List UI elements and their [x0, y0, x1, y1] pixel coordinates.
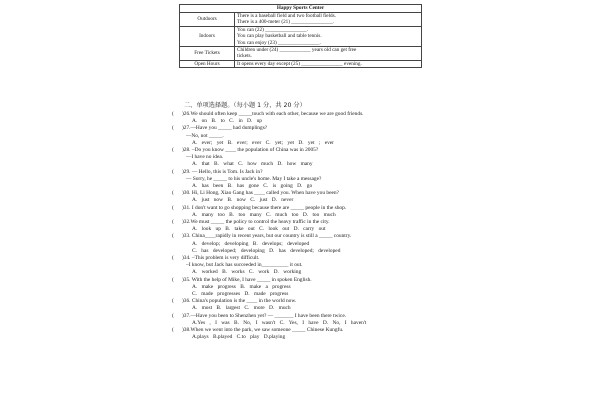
question-stem: ( )34. –This problem is very difficult.: [172, 255, 260, 262]
row-line: It opens every day except (25) ________________ evening.: [237, 60, 362, 67]
table-row: [180, 26, 422, 46]
question-options: A. ever; yet B. ever; ever C. yet; yet D. yet ; ever: [192, 139, 334, 146]
question-options: C. has developed; developing D. has developed; developed: [192, 247, 341, 254]
question-reply: —No, not _____.: [186, 132, 224, 139]
row-content: [235, 60, 422, 67]
table-row: [180, 13, 422, 27]
question-options: A.Yes , I was B. No, I wasn't C. Yes, I have D. No, I haven't: [192, 319, 367, 326]
question-reply: –I know, but Jack has succeeded in__________ it out.: [186, 262, 303, 269]
question-stem: ( )26.We should often keep _____touch with each other, because we are good friends.: [172, 111, 364, 117]
question-options: A. on B. to C. in D. up: [192, 118, 262, 125]
question-options: A. has been B. has gone C. is going D. go: [192, 183, 313, 190]
row-line: You can (22) ________________.: [237, 26, 308, 33]
question-options: A. just now B. now C. just D. never: [192, 197, 294, 204]
row-content: [235, 13, 422, 27]
question-options: A. develop; developing B. develops; developed: [192, 240, 310, 247]
question-options: A. that B. what C. how much D. how many: [192, 161, 313, 168]
question-list: [172, 111, 437, 342]
table-title: Happy Sports Center: [180, 5, 422, 13]
question-stem: ( )32.We must _____ the policy to control the heavy traffic in the city.: [172, 219, 330, 226]
question-stem: ( )31. I don't want to go shopping because there are _____ people in the shop.: [172, 204, 347, 211]
question-stem: ( )27.—Have you _____ had dumplings?: [172, 125, 268, 132]
row-label: Outdoors: [180, 13, 235, 27]
table-title-row: [180, 5, 422, 13]
question-options: A. look up B. take out C. look out D. carry out: [192, 226, 326, 233]
question-stem: ( )36. China's population is the ____ in the world now.: [172, 298, 297, 305]
question-options: A. most B. largest C. more D. much: [192, 305, 291, 312]
question-stem: ( )38.When we went into the park, we saw someone _____ Chinese Kungfu.: [172, 327, 344, 334]
question-options: C. made progresses D. made progress: [192, 291, 289, 298]
section-heading: 二、单项选择题。（每小题 1 分，共 20 分）: [184, 102, 306, 109]
question-options: A. many too B. too many C. much too D. too much: [192, 211, 336, 218]
row-content: [235, 47, 422, 61]
question-stem: ( )33. China____rapidly in recent years, but our country is still a _____ country.: [172, 233, 352, 240]
question-options: A. make progress B. make a progress: [192, 283, 291, 290]
question-options: A.plays B.played C.to play D.playing: [192, 334, 286, 341]
table-row: [180, 60, 422, 67]
question-reply: —I have no idea.: [186, 154, 224, 161]
row-line: tickets.: [237, 53, 252, 60]
row-label: Open Hours: [180, 60, 235, 67]
row-content: [235, 26, 422, 46]
row-line: There is a baseball field and two football fields.: [237, 13, 336, 19]
table-row: [180, 47, 422, 61]
row-line: You can play basketball and table tennis.: [237, 33, 322, 40]
row-line: Children under (24) ____________ years old can get free: [237, 47, 357, 54]
row-label: Free Tickets: [180, 47, 235, 61]
question-options: A. worked B. works C. work D. working: [192, 269, 302, 276]
question-stem: ( )30. Hi, Li Hong, Xiao Gang has ____ called you. When have you been?: [172, 190, 339, 197]
row-label: Indoors: [180, 26, 235, 46]
row-line: You can enjoy (23) ________________.: [237, 39, 321, 46]
question-stem: ( )29. — Hello, this is Tom. Is Jack in?: [172, 168, 263, 175]
sports-center-table: [179, 4, 422, 68]
question-stem: ( )35. With the help of Mike, I have _____ in spoken English.: [172, 276, 312, 283]
question-stem: ( )28. –Do you know ____ the population of China was in 2005?: [172, 147, 319, 154]
question-stem: ( )37.—Have you been to Shenzhen yet? — _______ I have been there twice.: [172, 312, 347, 319]
row-line: There is a 400-meter (21) ________________.: [237, 19, 335, 26]
question-reply: — Sorry, he _____ to his uncle's home. May I take a message?: [186, 175, 322, 182]
